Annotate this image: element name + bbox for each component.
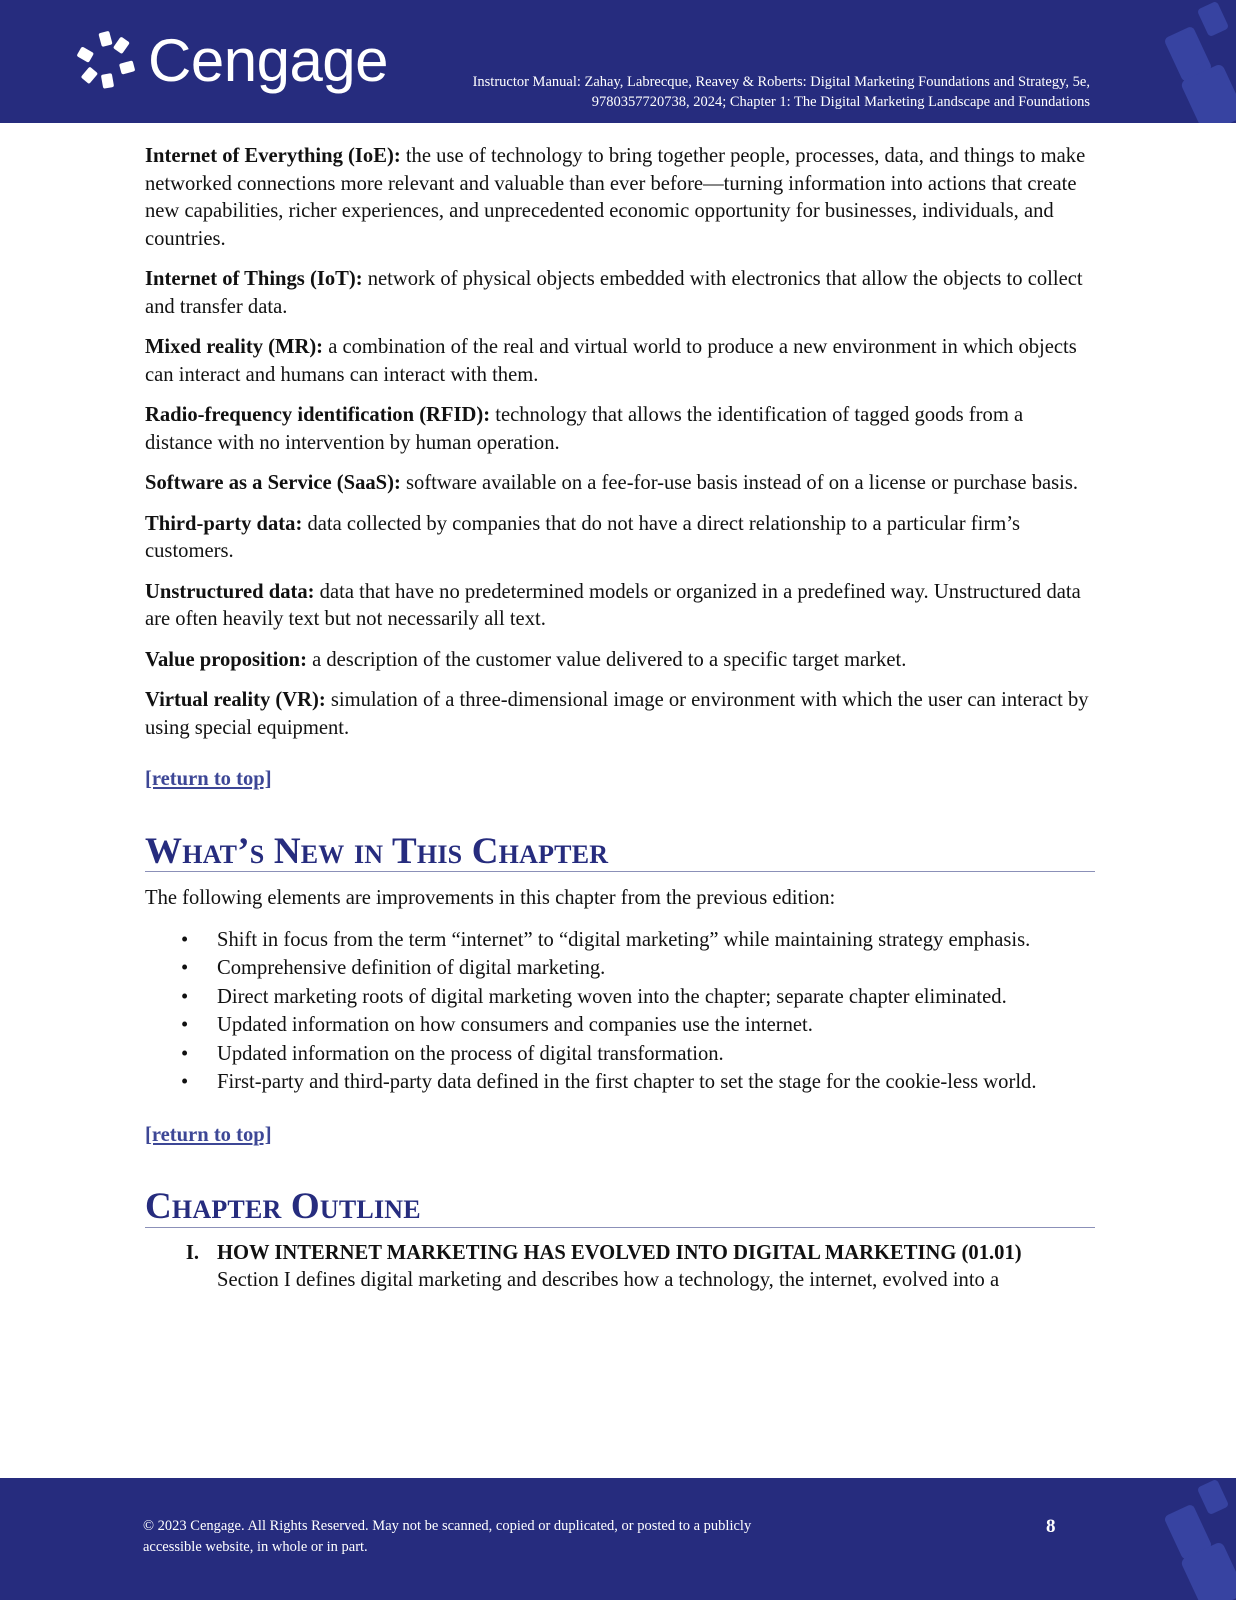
header-citation-line1: Instructor Manual: Zahay, Labrecque, Reavey & Roberts: Digital Marketing Foundations and Strategy, 5e, xyxy=(472,74,1090,90)
glossary-term: Internet of Things (IoT): xyxy=(145,268,363,290)
outline-item-text: Section I defines digital marketing and describes how a technology, the internet, evolved into a xyxy=(217,1269,1000,1291)
header-citation xyxy=(330,72,1090,112)
whats-new-intro: The following elements are improvements in this chapter from the previous edition: xyxy=(145,887,836,909)
glossary-item xyxy=(145,143,1095,253)
glossary-term: Mixed reality (MR): xyxy=(145,336,324,358)
glossary-definition: the use of technology to bring together people, processes, data, and things to make networked connections more relevant and valuable than ever before—turning information into actions that create new capabilities, richer experiences, and unprecedented economic opportunity for businesses, individuals, and countries. xyxy=(145,145,1086,250)
glossary-definition: network of physical objects embedded with electronics that allow the objects to collect and transfer data. xyxy=(145,268,1083,318)
list-item: • Direct marketing roots of digital marketing woven into the chapter; separate chapter eliminated. xyxy=(217,984,1095,1012)
whats-new-heading: What’s New in This Chapter xyxy=(145,838,1095,873)
glossary-item xyxy=(145,402,1095,457)
glossary-definition: data that have no predetermined models or organized in a predefined way. Unstructured data are often heavily text but not necessarily all text. xyxy=(145,580,1081,630)
list-item: • Shift in focus from the term “internet” to “digital marketing” while maintaining strategy emphasis. xyxy=(217,927,1095,955)
chapter-outline xyxy=(145,1240,1095,1295)
glossary-definition: simulation of a three-dimensional image or environment with which the user can interact by using special equipment. xyxy=(145,689,1089,739)
glossary-definition: data collected by companies that do not have a direct relationship to a particular firm’s customers. xyxy=(145,512,1020,562)
glossary-definition: technology that allows the identification of tagged goods from a distance with no intervention by human operation. xyxy=(145,404,1024,454)
chapter-outline-heading: Chapter Outline xyxy=(145,1193,1095,1228)
copyright-line1: © 2023 Cengage. All Rights Reserved. May not be scanned, copied or duplicated, or posted to a publicly xyxy=(143,1518,752,1534)
list-item: • First-party and third-party data defined in the first chapter to set the stage for the cookie-less world. xyxy=(217,1069,1095,1097)
glossary-item xyxy=(145,687,1095,742)
page-header xyxy=(0,0,1236,123)
glossary-item xyxy=(145,470,1095,498)
outline-item-title: HOW INTERNET MARKETING HAS EVOLVED INTO DIGITAL MARKETING (01.01) xyxy=(217,1241,1022,1264)
list-item: • Updated information on how consumers and companies use the internet. xyxy=(217,1012,1095,1040)
return-to-top-link[interactable]: [return to top] xyxy=(145,1123,272,1146)
return-to-top-link[interactable]: [return to top] xyxy=(145,768,272,790)
copyright-line2: accessible website, in whole or in part. xyxy=(143,1539,368,1555)
page-footer xyxy=(0,1478,1236,1600)
glossary-term: Radio-frequency identification (RFID): xyxy=(145,404,491,426)
glossary-term: Third-party data: xyxy=(145,512,303,535)
header-citation-line2: 9780357720738, 2024; Chapter 1: The Digital Marketing Landscape and Foundations xyxy=(591,94,1090,110)
glossary-item xyxy=(145,334,1095,389)
glossary-term: Virtual reality (VR): xyxy=(145,689,326,711)
outline-item xyxy=(145,1240,1095,1295)
glossary-term: Value proposition: xyxy=(145,648,307,671)
list-item: • Comprehensive definition of digital marketing. xyxy=(217,955,1095,983)
glossary-definition: a description of the customer value delivered to a specific target market. xyxy=(306,648,907,671)
glossary-term: Internet of Everything (IoE): xyxy=(145,145,401,167)
list-item: • Updated information on the process of digital transformation. xyxy=(217,1041,1095,1069)
footer-decoration-icon xyxy=(1150,1478,1236,1600)
copyright-notice xyxy=(143,1516,843,1558)
page-number: 8 xyxy=(1046,1516,1056,1537)
whats-new-list xyxy=(145,927,1095,1097)
glossary-list xyxy=(145,143,1095,742)
header-decoration-icon xyxy=(1150,0,1236,123)
glossary-item xyxy=(145,647,1095,675)
page-content xyxy=(145,143,1095,1295)
glossary-item xyxy=(145,579,1095,634)
cengage-logo-icon xyxy=(76,30,138,92)
outline-item-number: I. xyxy=(185,1241,199,1264)
glossary-item xyxy=(145,266,1095,321)
glossary-term: Unstructured data: xyxy=(145,580,315,603)
glossary-definition: software available on a fee-for-use basis instead of on a license or purchase basis. xyxy=(400,472,1079,494)
glossary-term: Software as a Service (SaaS): xyxy=(145,472,401,494)
glossary-item xyxy=(145,511,1095,566)
logo-text: Cengage xyxy=(148,27,389,94)
glossary-definition: a combination of the real and virtual world to produce a new environment in which objects can interact and humans can interact with them. xyxy=(145,336,1077,386)
